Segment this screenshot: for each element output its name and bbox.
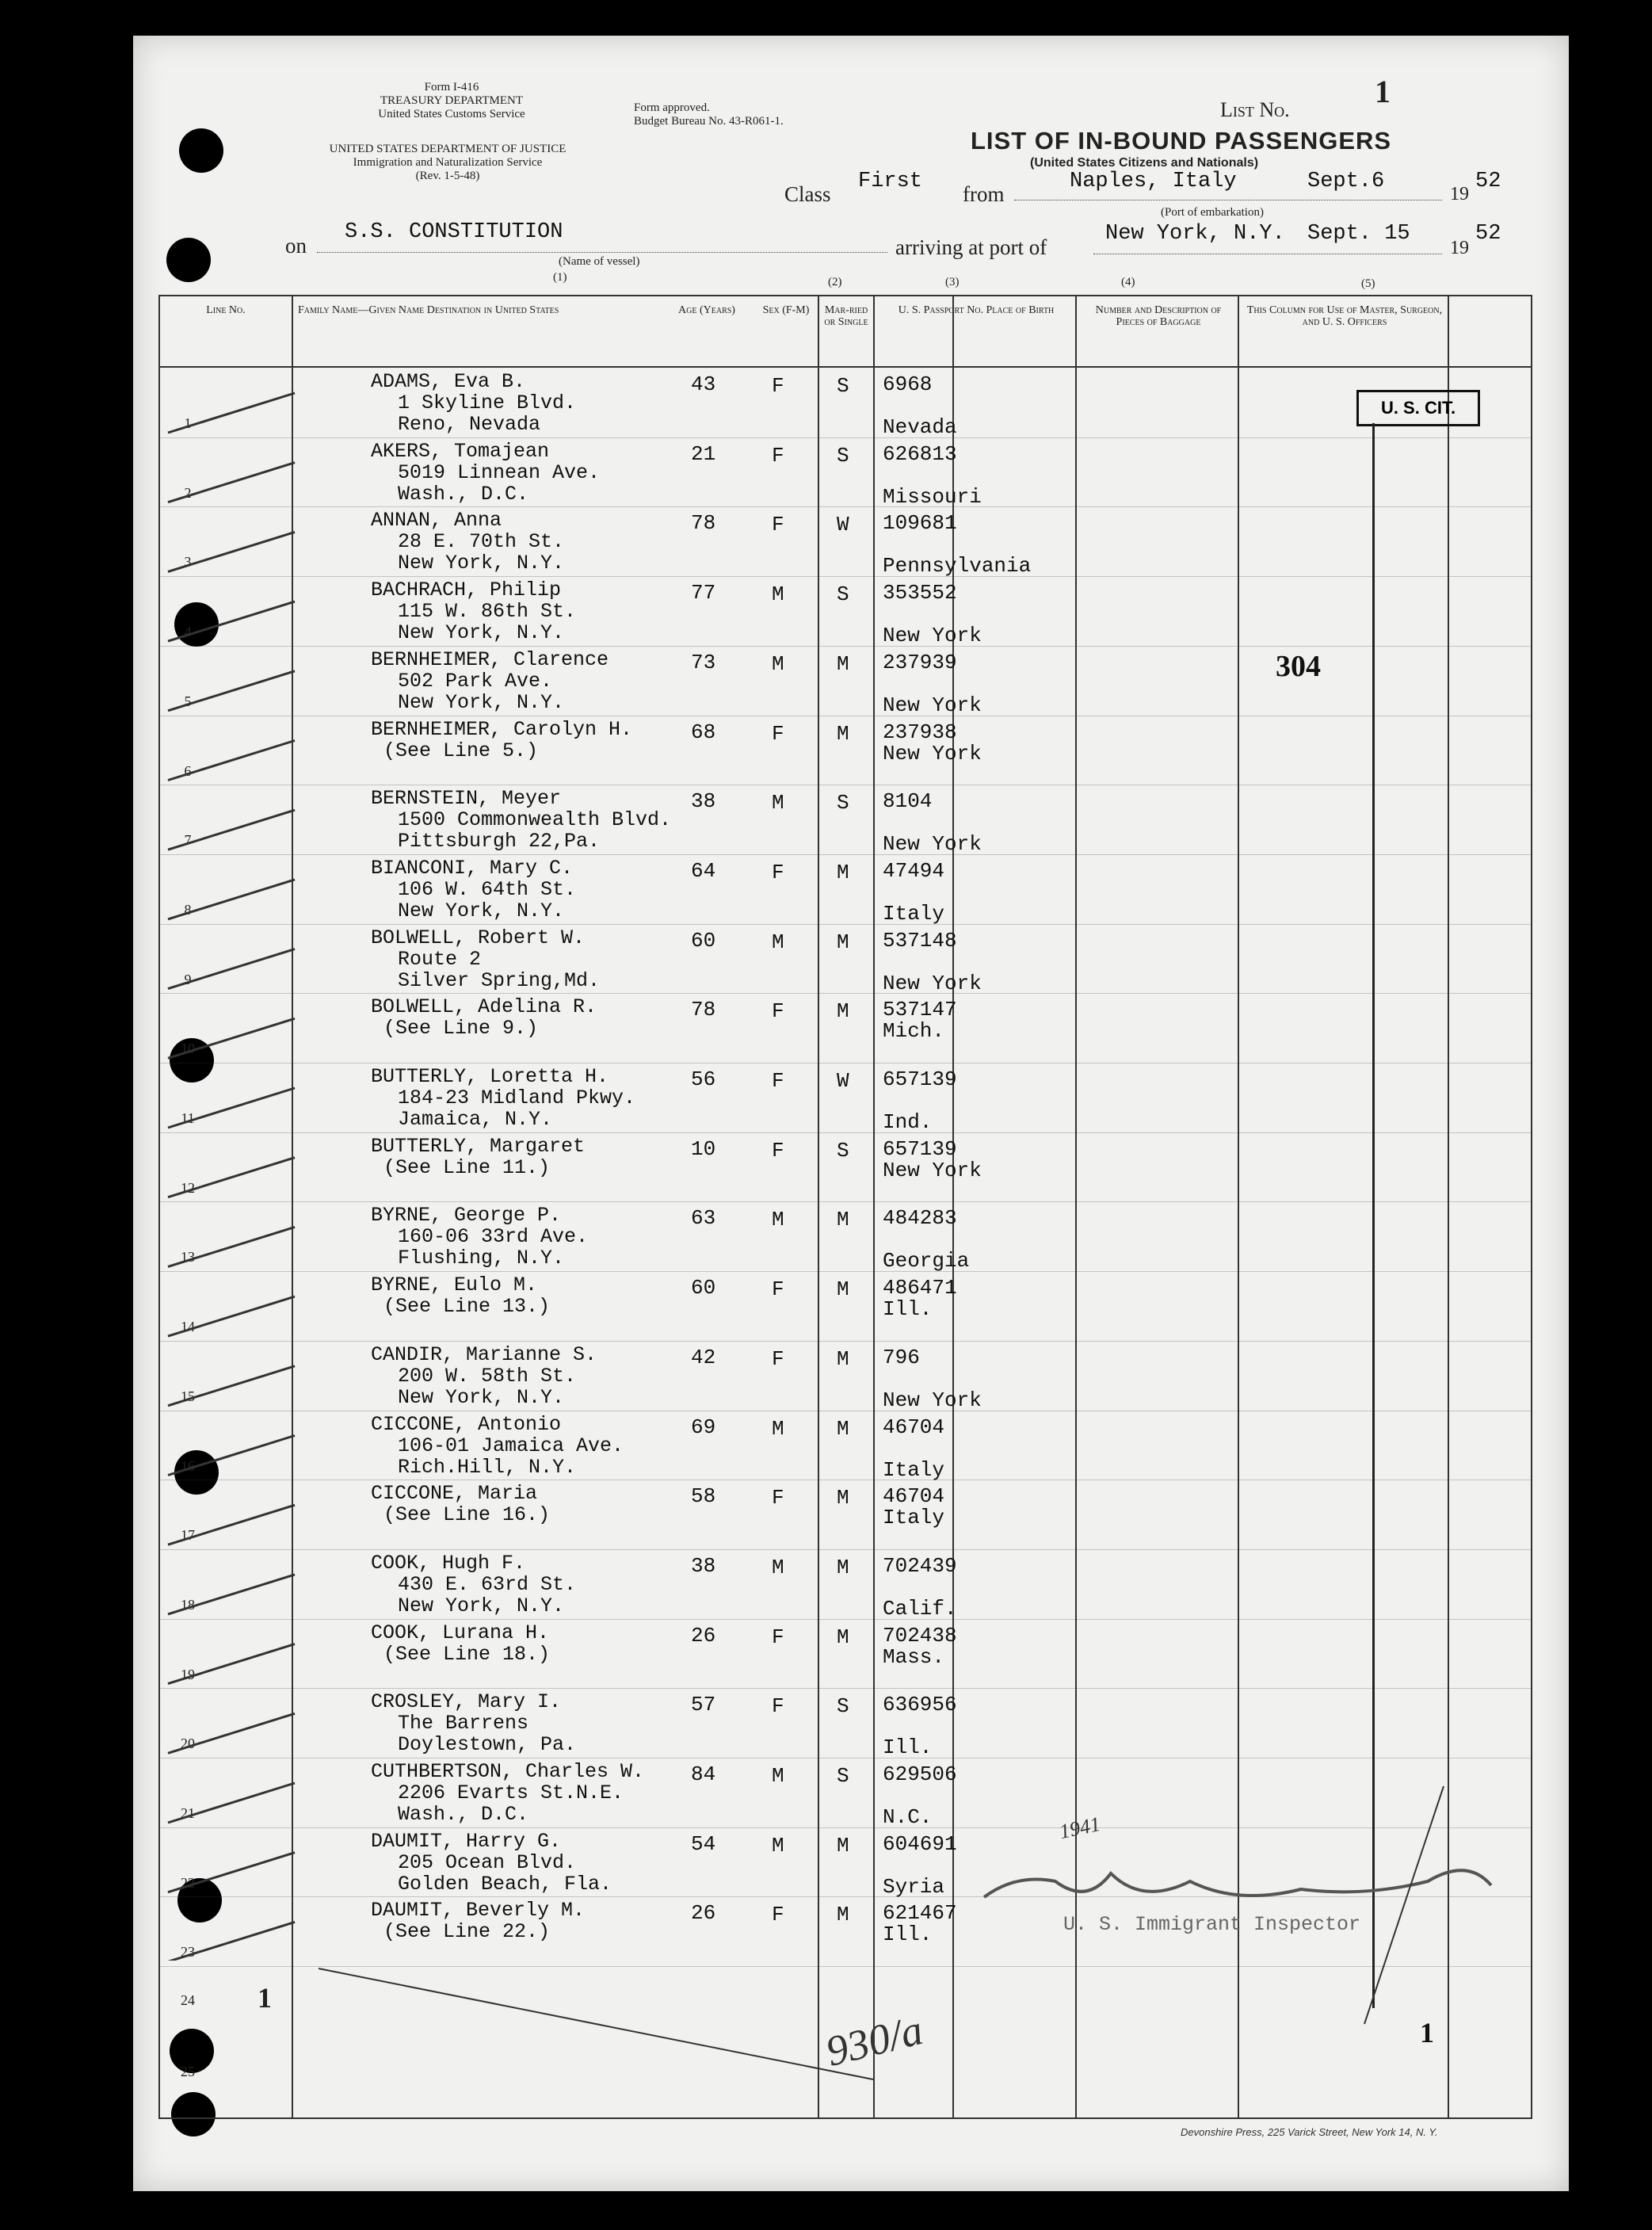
passenger-address: 430 E. 63rd St. xyxy=(398,1572,577,1596)
age-cell: 78 xyxy=(691,511,716,536)
passenger-name: BOLWELL, Adelina R. xyxy=(371,995,597,1019)
passenger-name: BOLWELL, Robert W. xyxy=(371,926,586,949)
passenger-address: 1 Skyline Blvd. xyxy=(398,391,577,414)
passenger-address: Rich.Hill, N.Y. xyxy=(398,1455,577,1479)
passport-cell: 8104 xyxy=(883,789,933,814)
sex-cell: F xyxy=(772,721,784,746)
age-cell: 69 xyxy=(691,1415,716,1439)
line-number: 19 xyxy=(181,1666,195,1682)
passenger-name: CROSLEY, Mary I. xyxy=(371,1690,562,1714)
inspector-title: U. S. Immigrant Inspector xyxy=(1063,1913,1361,1936)
passenger-address: 200 W. 58th St. xyxy=(398,1364,577,1388)
binder-hole xyxy=(166,238,211,282)
passenger-address: 502 Park Ave. xyxy=(398,669,553,693)
birthplace-cell: Missouri xyxy=(883,484,982,509)
col-number-3: (3) xyxy=(945,276,960,288)
depart-year-prefix: 19 xyxy=(1450,184,1469,204)
line-number: 4 xyxy=(184,624,192,640)
age-cell: 56 xyxy=(691,1067,716,1091)
arrive-year: 52 xyxy=(1475,222,1501,246)
marital-cell: M xyxy=(837,1416,849,1441)
age-cell: 60 xyxy=(691,928,716,953)
passenger-address: Silver Spring,Md. xyxy=(398,968,601,992)
passenger-name: BACHRACH, Philip xyxy=(371,579,562,602)
birthplace-cell: N.C. xyxy=(883,1805,933,1829)
birthplace-cell: New York xyxy=(883,1158,982,1182)
passport-cell: 657139 xyxy=(883,1136,957,1161)
line-number: 13 xyxy=(181,1249,195,1266)
age-cell: 43 xyxy=(691,372,716,396)
age-cell: 64 xyxy=(691,858,716,883)
birthplace-cell: New York xyxy=(883,971,982,995)
passenger-address: New York, N.Y. xyxy=(398,899,565,922)
colhead-sex: Sex (F-M) xyxy=(762,304,810,316)
passport-cell: 604691 xyxy=(883,1831,957,1856)
justice-block xyxy=(273,143,622,183)
age-cell: 26 xyxy=(691,1901,716,1926)
marital-cell: M xyxy=(837,651,849,676)
vessel-caption: (Name of vessel) xyxy=(559,255,640,268)
colhead-officers: This Column for Use of Master, Surgeon, and U. S. Officers xyxy=(1246,304,1443,328)
line-number: 8 xyxy=(184,901,192,918)
passenger-address: (See Line 16.) xyxy=(383,1503,551,1527)
sex-cell: F xyxy=(772,1346,784,1371)
birthplace-cell: Italy xyxy=(883,1506,945,1530)
age-cell: 57 xyxy=(691,1693,716,1717)
passport-cell: 629506 xyxy=(883,1762,957,1786)
line-number: 1 xyxy=(184,415,192,431)
passenger-name: BUTTERLY, Margaret xyxy=(371,1134,586,1158)
vessel-underline xyxy=(317,252,887,253)
birthplace-cell: Syria xyxy=(883,1874,945,1899)
passenger-name: BUTTERLY, Loretta H. xyxy=(371,1065,609,1088)
passenger-name: BERNHEIMER, Carolyn H. xyxy=(371,717,633,741)
passport-cell: 702438 xyxy=(883,1623,957,1648)
ins-line: Immigration and Naturalization Service xyxy=(353,156,543,169)
passenger-address: (See Line 13.) xyxy=(383,1295,551,1319)
sex-cell: F xyxy=(772,1138,784,1163)
passenger-name: CANDIR, Marianne S. xyxy=(371,1342,597,1366)
margin-number: 1 xyxy=(258,1982,272,2014)
pencil-marks xyxy=(160,296,1531,2117)
age-cell: 54 xyxy=(691,1831,716,1856)
line-number: 18 xyxy=(181,1596,195,1613)
arrive-port: New York, N.Y. xyxy=(1105,222,1285,246)
colhead-name: Family Name—Given Name Destination in United States xyxy=(298,304,559,316)
line-number: 3 xyxy=(184,554,192,571)
passport-cell: 702439 xyxy=(883,1553,957,1578)
age-cell: 63 xyxy=(691,1206,716,1231)
year-note: 1941 xyxy=(1057,1812,1103,1844)
list-no-value: 1 xyxy=(1375,74,1391,109)
birthplace-cell: New York xyxy=(883,624,982,648)
age-cell: 73 xyxy=(691,650,716,674)
from-value: Naples, Italy xyxy=(1070,170,1237,193)
passenger-address: (See Line 22.) xyxy=(383,1920,551,1944)
birthplace-cell: Ind. xyxy=(883,1110,933,1134)
marital-cell: S xyxy=(837,374,849,398)
passenger-address: 1500 Commonwealth Blvd. xyxy=(398,808,672,832)
passenger-address: 160-06 33rd Ave. xyxy=(398,1225,589,1249)
binder-hole xyxy=(179,128,223,173)
justice-line: UNITED STATES DEPARTMENT OF JUSTICE xyxy=(329,143,567,155)
birthplace-cell: Italy xyxy=(883,901,945,926)
list-no-label: List No. xyxy=(1220,98,1290,121)
col-number-4: (4) xyxy=(1121,276,1135,288)
on-label: on xyxy=(285,234,307,258)
sex-cell: M xyxy=(772,582,784,607)
passenger-name: COOK, Hugh F. xyxy=(371,1551,526,1575)
line-number: 25 xyxy=(181,2064,195,2079)
passenger-name: CICCONE, Maria xyxy=(371,1482,538,1506)
arrive-year-prefix: 19 xyxy=(1450,238,1469,258)
marital-cell: W xyxy=(837,513,849,537)
class-value: First xyxy=(858,170,923,193)
passport-cell: 6968 xyxy=(883,372,933,396)
passenger-address: 184-23 Midland Pkwy. xyxy=(398,1086,636,1109)
marital-cell: S xyxy=(837,1694,849,1719)
sex-cell: F xyxy=(772,1903,784,1927)
bottom-right-number: 1 xyxy=(1420,2017,1434,2049)
passenger-table xyxy=(158,295,1532,2119)
colhead-baggage: Number and Description of Pieces of Baggage xyxy=(1095,304,1222,328)
passenger-address: New York, N.Y. xyxy=(398,1385,565,1409)
void-line xyxy=(319,1968,873,2079)
marital-cell: S xyxy=(837,791,849,815)
age-cell: 38 xyxy=(691,789,716,814)
marital-cell: M xyxy=(837,1833,849,1858)
form-approved-line: Form approved. xyxy=(634,101,710,114)
colhead-age: Age (Years) xyxy=(678,304,735,316)
marital-cell: W xyxy=(837,1069,849,1093)
line-number: 5 xyxy=(184,693,192,709)
passport-cell: 46704 xyxy=(883,1484,945,1509)
passport-cell: 636956 xyxy=(883,1693,957,1717)
passenger-address: (See Line 18.) xyxy=(383,1642,551,1666)
marital-cell: M xyxy=(837,930,849,954)
birthplace-cell: Ill. xyxy=(883,1297,933,1322)
passport-cell: 109681 xyxy=(883,511,957,536)
page-title: LIST OF IN-BOUND PASSENGERS xyxy=(971,127,1392,155)
marital-cell: M xyxy=(837,721,849,746)
pencil-mark: 930/a xyxy=(821,2006,928,2075)
printer-credit: Devonshire Press, 225 Varick Street, New York 14, N. Y. xyxy=(1181,2126,1438,2138)
depart-year: 52 xyxy=(1475,170,1501,193)
age-cell: 68 xyxy=(691,720,716,744)
passenger-name: COOK, Lurana H. xyxy=(371,1621,550,1644)
line-number: 20 xyxy=(181,1736,195,1752)
passenger-address: 28 E. 70th St. xyxy=(398,530,565,554)
passenger-address: Reno, Nevada xyxy=(398,413,541,436)
marital-cell: M xyxy=(837,1555,849,1579)
age-cell: 60 xyxy=(691,1276,716,1300)
passenger-name: ANNAN, Anna xyxy=(371,509,502,533)
form-number: Form I-416 xyxy=(424,81,479,94)
line-number: 2 xyxy=(184,484,192,501)
sex-cell: F xyxy=(772,999,784,1024)
sex-cell: M xyxy=(772,651,784,676)
passport-cell: 484283 xyxy=(883,1206,957,1231)
passport-cell: 353552 xyxy=(883,581,957,605)
age-cell: 10 xyxy=(691,1136,716,1161)
page-subtitle: (United States Citizens and Nationals) xyxy=(1030,156,1259,170)
marital-cell: M xyxy=(837,999,849,1024)
marital-cell: M xyxy=(837,1208,849,1232)
line-number: 22 xyxy=(181,1874,195,1891)
passenger-address: New York, N.Y. xyxy=(398,690,565,714)
marital-cell: M xyxy=(837,1903,849,1927)
revision-line: (Rev. 1-5-48) xyxy=(415,170,480,182)
line-number: 7 xyxy=(184,832,192,849)
birthplace-cell: Italy xyxy=(883,1457,945,1482)
marital-cell: S xyxy=(837,1138,849,1163)
sex-cell: M xyxy=(772,1416,784,1441)
passenger-name: BERNHEIMER, Clarence xyxy=(371,647,609,671)
passenger-address: The Barrens xyxy=(398,1712,529,1736)
passenger-name: BYRNE, Eulo M. xyxy=(371,1273,538,1297)
passenger-address: 205 Ocean Blvd. xyxy=(398,1850,577,1874)
birthplace-cell: Mich. xyxy=(883,1019,945,1044)
passenger-address: 106 W. 64th St. xyxy=(398,877,577,901)
line-number: 23 xyxy=(181,1944,195,1961)
marital-cell: M xyxy=(837,1346,849,1371)
passport-cell: 46704 xyxy=(883,1415,945,1439)
birthplace-cell: Nevada xyxy=(883,415,957,439)
sex-cell: M xyxy=(772,1833,784,1858)
passenger-address: Wash., D.C. xyxy=(398,1803,529,1826)
passenger-address: Flushing, N.Y. xyxy=(398,1247,565,1270)
passenger-address: (See Line 11.) xyxy=(383,1155,551,1179)
age-cell: 21 xyxy=(691,441,716,466)
age-cell: 26 xyxy=(691,1623,716,1648)
marital-cell: S xyxy=(837,582,849,607)
passport-cell: 486471 xyxy=(883,1276,957,1300)
form-approved xyxy=(634,101,887,128)
passenger-address: New York, N.Y. xyxy=(398,621,565,645)
marital-cell: M xyxy=(837,1277,849,1302)
passenger-address: Golden Beach, Fla. xyxy=(398,1872,612,1896)
marital-cell: M xyxy=(837,1625,849,1649)
customs-line: United States Customs Service xyxy=(378,108,525,120)
line-number: 10 xyxy=(181,1041,195,1057)
sex-cell: F xyxy=(772,513,784,537)
treasury-line: TREASURY DEPARTMENT xyxy=(380,94,524,107)
passenger-address: 115 W. 86th St. xyxy=(398,600,577,624)
passenger-address: New York, N.Y. xyxy=(398,1594,565,1617)
sex-cell: F xyxy=(772,1277,784,1302)
colhead-married: Mar-ried or Single xyxy=(824,304,868,328)
class-label: Class xyxy=(784,182,831,206)
sex-cell: F xyxy=(772,1486,784,1510)
col-number-5: (5) xyxy=(1361,277,1375,290)
passport-cell: 621467 xyxy=(883,1901,957,1926)
passenger-address: Route 2 xyxy=(398,947,482,971)
passport-cell: 796 xyxy=(883,1345,920,1369)
passenger-address: Pittsburgh 22,Pa. xyxy=(398,830,601,853)
passenger-address: Wash., D.C. xyxy=(398,482,529,506)
line-number: 11 xyxy=(181,1110,195,1126)
sex-cell: M xyxy=(772,1764,784,1788)
marital-cell: S xyxy=(837,443,849,468)
passenger-address: 2206 Evarts St.N.E. xyxy=(398,1781,624,1804)
passenger-address: (See Line 5.) xyxy=(383,739,539,762)
passport-cell: 237939 xyxy=(883,650,957,674)
birthplace-cell: Georgia xyxy=(883,1249,970,1273)
birthplace-cell: Calif. xyxy=(883,1596,957,1621)
age-cell: 42 xyxy=(691,1345,716,1369)
birthplace-cell: Pennsylvania xyxy=(883,554,1032,579)
line-number: 15 xyxy=(181,1388,195,1404)
col-number-2: (2) xyxy=(828,276,842,288)
passport-cell: 626813 xyxy=(883,441,957,466)
sex-cell: F xyxy=(772,1069,784,1093)
marital-cell: M xyxy=(837,860,849,884)
passenger-address: New York, N.Y. xyxy=(398,552,565,575)
inspector-signature xyxy=(984,1870,1491,1897)
signature-stroke xyxy=(1364,1786,1444,2024)
sex-cell: F xyxy=(772,1694,784,1719)
age-cell: 58 xyxy=(691,1484,716,1509)
line-number: 17 xyxy=(181,1527,195,1544)
form-block xyxy=(309,81,594,121)
colhead-passport: U. S. Passport No. Place of Birth xyxy=(898,304,1055,316)
sex-cell: M xyxy=(772,930,784,954)
passport-cell: 537147 xyxy=(883,998,957,1022)
birthplace-cell: Ill. xyxy=(883,1923,933,1947)
passenger-name: BERNSTEIN, Meyer xyxy=(371,787,562,811)
sex-cell: M xyxy=(772,1555,784,1579)
line-number: 14 xyxy=(181,1319,195,1335)
passenger-address: 5019 Linnean Ave. xyxy=(398,460,601,484)
birthplace-cell: New York xyxy=(883,832,982,857)
line-number: 16 xyxy=(181,1457,195,1474)
passport-cell: 237938 xyxy=(883,720,957,744)
passenger-address: (See Line 9.) xyxy=(383,1017,539,1041)
sex-cell: F xyxy=(772,443,784,468)
passenger-name: CICCONE, Antonio xyxy=(371,1412,562,1436)
line-number: 6 xyxy=(184,762,192,779)
officer-number: 304 xyxy=(1276,650,1321,683)
port-embark-caption: (Port of embarkation) xyxy=(1161,206,1264,219)
arriving-label: arriving at port of xyxy=(895,235,1047,259)
sex-cell: M xyxy=(772,1208,784,1232)
vessel-name: S.S. CONSTITUTION xyxy=(345,220,563,244)
passenger-name: BIANCONI, Mary C. xyxy=(371,856,574,880)
sex-cell: F xyxy=(772,860,784,884)
passenger-address: 106-01 Jamaica Ave. xyxy=(398,1434,624,1457)
passport-cell: 537148 xyxy=(883,928,957,953)
passenger-address: Doylestown, Pa. xyxy=(398,1733,577,1757)
arrive-date: Sept. 15 xyxy=(1307,222,1410,246)
passport-cell: 657139 xyxy=(883,1067,957,1091)
depart-date: Sept.6 xyxy=(1307,170,1385,193)
us-citizen-stamp: U. S. CIT. xyxy=(1356,390,1480,426)
sex-cell: M xyxy=(772,791,784,815)
age-cell: 77 xyxy=(691,581,716,605)
marital-cell: S xyxy=(837,1764,849,1788)
line-number: 24 xyxy=(181,1992,195,2008)
age-cell: 78 xyxy=(691,998,716,1022)
passenger-name: AKERS, Tomajean xyxy=(371,439,550,463)
birthplace-cell: Mass. xyxy=(883,1644,945,1669)
sex-cell: F xyxy=(772,1625,784,1649)
sex-cell: F xyxy=(772,374,784,398)
line-number: 12 xyxy=(181,1179,195,1196)
birthplace-cell: New York xyxy=(883,1388,982,1412)
birthplace-cell: Ill. xyxy=(883,1736,933,1760)
age-cell: 84 xyxy=(691,1762,716,1786)
passenger-name: CUTHBERTSON, Charles W. xyxy=(371,1760,645,1783)
col-number-1: (1) xyxy=(553,271,567,284)
passenger-name: ADAMS, Eva B. xyxy=(371,370,526,393)
passenger-name: DAUMIT, Beverly M. xyxy=(371,1899,586,1923)
from-label: from xyxy=(963,182,1005,206)
passenger-address: Jamaica, N.Y. xyxy=(398,1108,553,1131)
passenger-name: BYRNE, George P. xyxy=(371,1204,562,1228)
birthplace-cell: New York xyxy=(883,693,982,717)
budget-bureau-line: Budget Bureau No. 43-R061-1. xyxy=(634,115,784,128)
birthplace-cell: New York xyxy=(883,741,982,766)
colhead-line-no: Line No. xyxy=(206,304,246,316)
passenger-name: DAUMIT, Harry G. xyxy=(371,1829,562,1853)
line-number: 21 xyxy=(181,1805,195,1821)
passport-cell: 47494 xyxy=(883,858,945,883)
marital-cell: M xyxy=(837,1486,849,1510)
age-cell: 38 xyxy=(691,1553,716,1578)
line-number: 9 xyxy=(184,971,192,987)
